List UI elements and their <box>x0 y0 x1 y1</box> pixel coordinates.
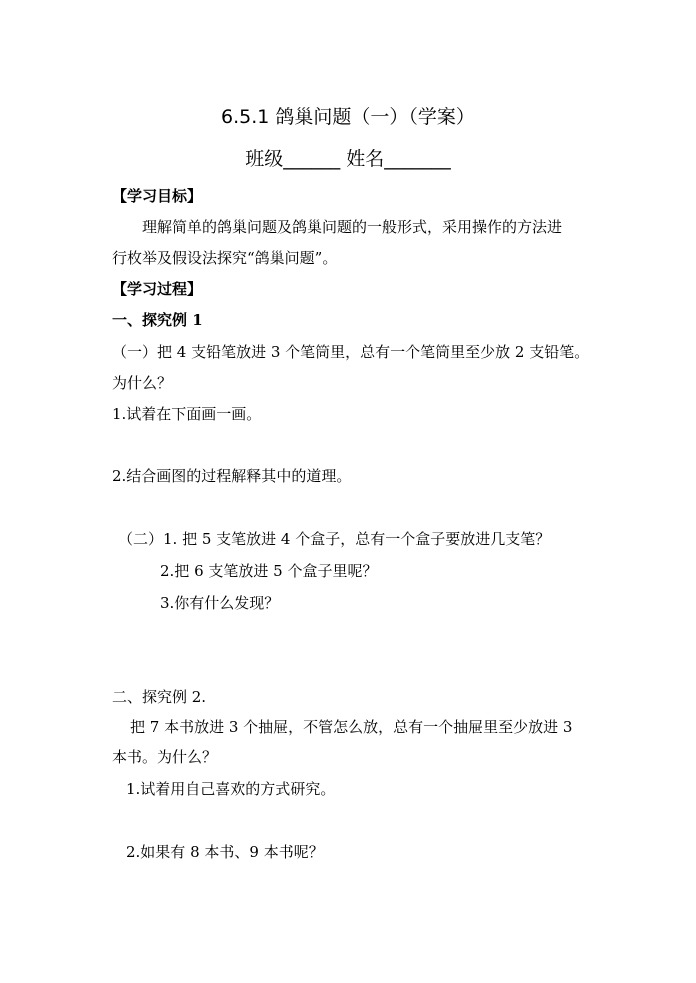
example1-part2-question-1: （二）1. 把 5 支笔放进 4 个盒子，总有一个盒子要放进几支笔？ <box>118 530 551 548</box>
example1-question-1: 1.试着在下面画一画。 <box>112 405 262 423</box>
example1-part1-line-1: （一）把 4 支铅笔放进 3 个笔筒里，总有一个笔筒里至少放 2 支铅笔。 <box>112 343 590 361</box>
example1-part1-line-2: 为什么？ <box>112 374 173 392</box>
example1-heading: 一、探究例 1 <box>112 311 203 329</box>
example2-text-line-2: 本书。为什么？ <box>112 748 218 766</box>
example1-question-2: 2.结合画图的过程解释其中的道理。 <box>112 467 352 485</box>
example1-part2-question-2: 2.把 6 支笔放进 5 个盒子里呢？ <box>160 562 378 580</box>
example2-heading: 二、探究例 2. <box>112 688 207 706</box>
page-title: 6.5.1 鸽巢问题（一）（学案） <box>221 106 475 128</box>
example2-question-1: 1.试着用自己喜欢的方式研究。 <box>126 780 336 798</box>
process-heading: 【学习过程】 <box>112 280 203 298</box>
example1-part2-question-3: 3.你有什么发现？ <box>160 594 280 612</box>
class-name-line: 班级______ 姓名_______ <box>245 148 451 170</box>
goal-text-line-2: 行枚举及假设法探究“鸽巢问题”。 <box>112 249 338 267</box>
goal-text-line-1: 理解简单的鸽巢问题及鸽巢问题的一般形式，采用操作的方法进 <box>142 218 563 236</box>
goal-heading: 【学习目标】 <box>112 187 203 205</box>
example2-text-line-1: 把 7 本书放进 3 个抽屉，不管怎么放，总有一个抽屉里至少放进 3 <box>130 718 573 736</box>
example2-question-2: 2.如果有 8 本书、9 本书呢？ <box>126 843 324 861</box>
